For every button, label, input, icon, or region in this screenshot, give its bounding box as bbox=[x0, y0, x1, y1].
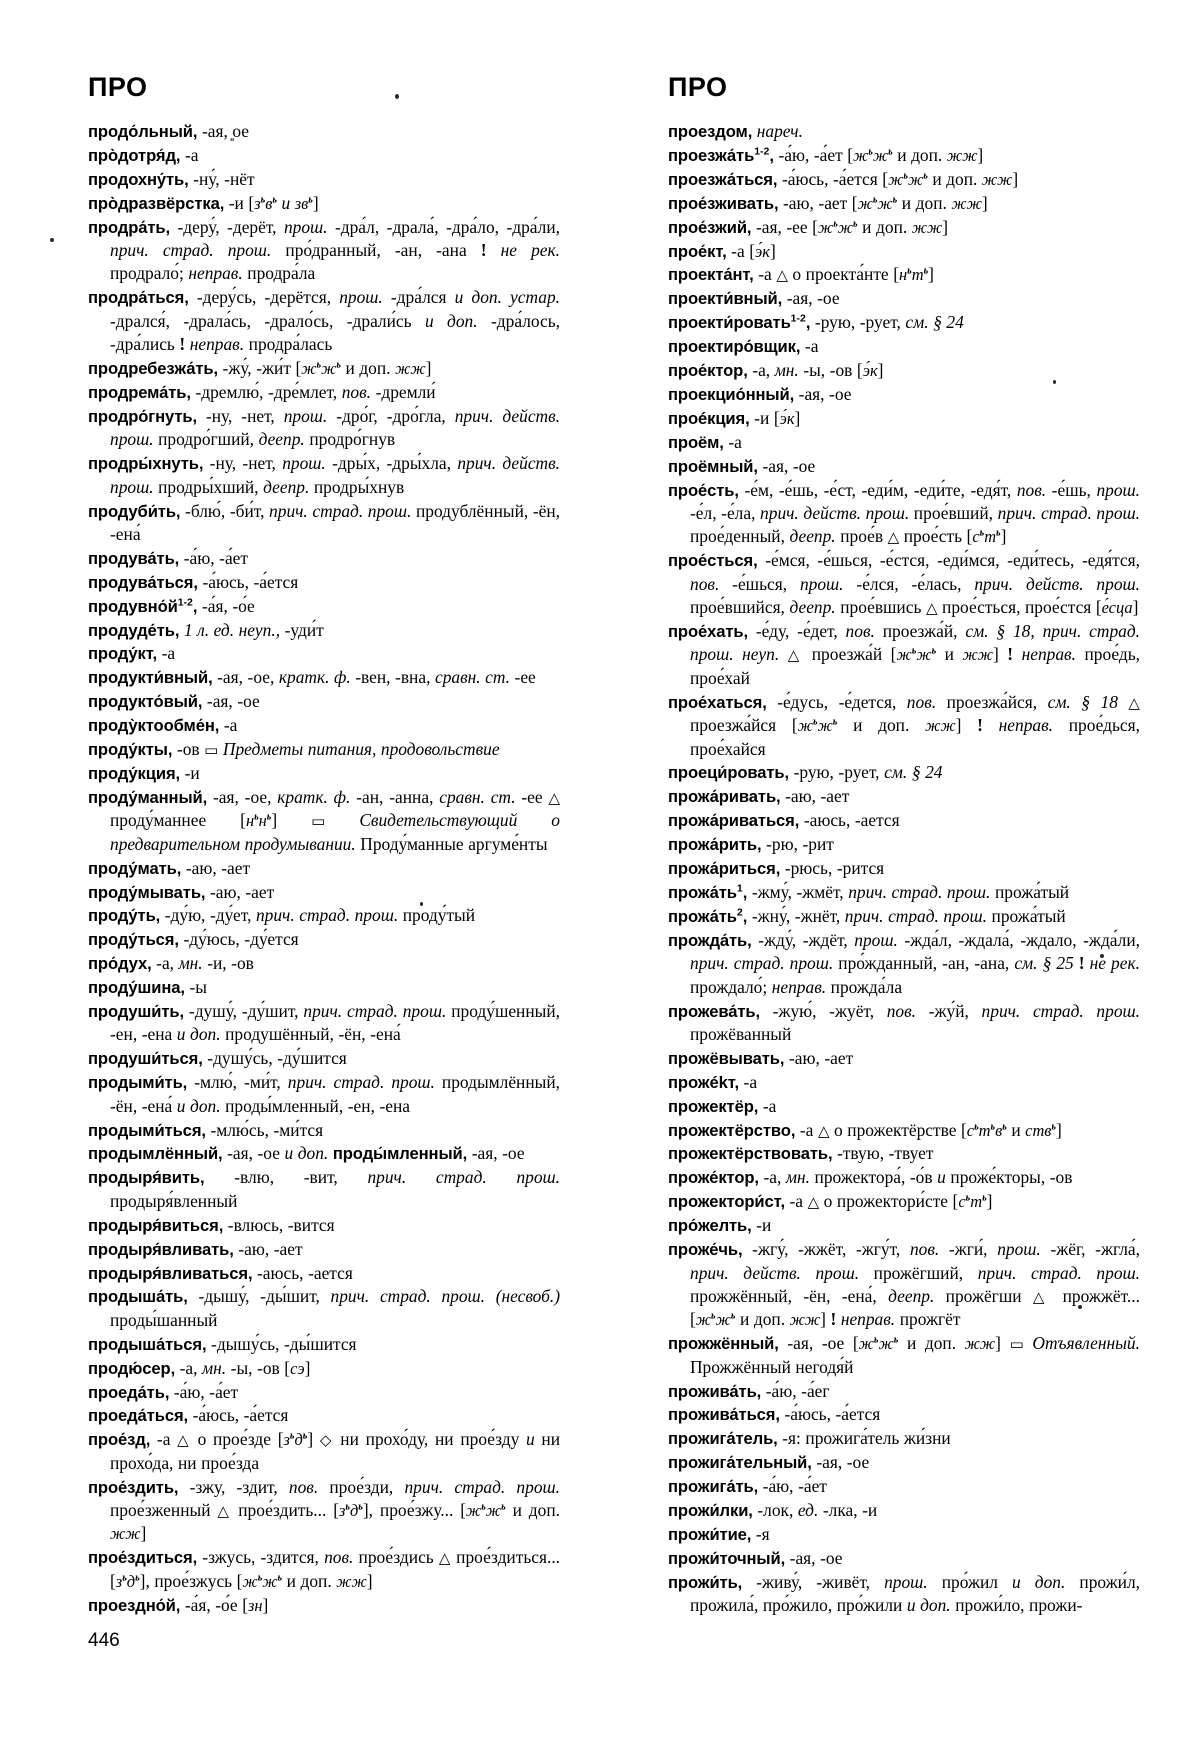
dictionary-entry: прожда́ть, -жду́, -ждёт, прош. -жда́л, -ждала́, -ждало, -жда́ли, прич. страд. прош. про́жданный, -ан, -ана, см. § 25 ! не рек. прождало́; неправ. прожда́ла bbox=[668, 929, 1140, 997]
dictionary-entry: продыря́виться, -влюсь, -вится bbox=[88, 1214, 335, 1235]
dictionary-entry: $продувно́й^{1-2}$, -а́я, -о́е bbox=[88, 595, 255, 616]
dictionary-entry: проезжа́ться, -а́юсь, -а́ется [$ж^ьж^ь$ и доп. жж] bbox=[668, 168, 1019, 189]
dictionary-entry: продува́ть, -а́ю, -а́ет bbox=[88, 547, 248, 568]
dictionary-entry: продуши́ться, -душу́сь, -ду́шится bbox=[88, 1048, 347, 1069]
dictionary-entry: продукто́вый, -ая, -ое bbox=[88, 691, 260, 712]
dictionary-entry: продуде́ть, 1 л. ед. неуп., -уди́т bbox=[88, 619, 324, 640]
print-speck bbox=[50, 238, 54, 242]
dictionary-entry: прое́хать, -е́ду, -е́дет, пов. проезжа́й, см. § 18, прич. страд. прош. неуп. △ проезжа́й [$ж^ьж^ь$ и жж] ! неправ. прое́дь, прое́хай bbox=[668, 621, 1140, 688]
dictionary-entry: прожива́ться, -а́юсь, -а́ется bbox=[668, 1404, 881, 1425]
dictionary-entry: продуши́ть, -душу́, -ду́шит, прич. страд. прош. проду́шенный, -ен, -ена и доп. продушённый, -ён, -ена́ bbox=[88, 1001, 561, 1045]
dictionary-entry: прожива́ть, -а́ю, -а́ег bbox=[668, 1380, 830, 1401]
dictionary-entry: прое́зжий, -ая, -ее [$ж^ьж^ь$ и доп. жж] bbox=[668, 216, 949, 237]
dictionary-entry: $прожа́ть^2$, -жну́, -жнёт, прич. страд. прош. прожа́тый bbox=[668, 905, 1066, 926]
dictionary-entry: прое́зд, -а △ о прое́зде $[з^ьд^ь]$ ◇ ни прохо́ду, ни прое́зду и ни прохо́да, ни прое́зда bbox=[88, 1429, 561, 1473]
dictionary-entry: продукти́вный, -ая, -ое, кратк. ф. -вен, -вна, сравн. ст. -ее bbox=[88, 667, 536, 688]
dictionary-entry: проду́мывать, -аю, -ает bbox=[88, 881, 275, 902]
dictionary-entry: продю́сер, -а, мн. -ы, -ов [сэ] bbox=[88, 1357, 311, 1378]
dictionary-entry: проездом, нареч. bbox=[668, 121, 803, 141]
dictionary-entry: проже́ктор, -а, мн. прожектора́, -о́в и проже́кторы, -ов bbox=[668, 1167, 1073, 1188]
dictionary-entry: проду́кция, -и bbox=[88, 762, 200, 783]
dictionary-entry: продыря́вить, -влю, -вит, прич. страд. прош. продыря́вленный bbox=[88, 1167, 561, 1211]
dictionary-entry: про̀дразвёрстка, -и [$з^ьв^ь$ и $зв^ь$] bbox=[88, 192, 319, 213]
dictionary-entry: прожига́ть, -а́ю, -а́ет bbox=[668, 1476, 827, 1497]
dictionary-entry: проду́манный, -ая, -ое, кратк. ф. -ан, -анна, сравн. ст. -ее △ проду́маннее $[н^ьн^ь]$ ▭ Свидетельствующий о предварительном продумывании. Проду́манные аргуме́нты bbox=[88, 786, 561, 854]
dictionary-entry: про̀дотря́д, -а bbox=[88, 144, 199, 165]
dictionary-entry: прожига́тель, -я: прожига́тель жи́зни bbox=[668, 1428, 951, 1449]
dictionary-entry: прожектёрство, -а △ о прожектёрстве [$с^ьт^ьв^ь$ и ств$^ь$] bbox=[668, 1119, 1062, 1140]
dictionary-entry: прожи́точный, -ая, -ое bbox=[668, 1547, 843, 1568]
dictionary-entry: продра́ться, -деру́сь, -дерётся, прош. -дра́лся и доп. устар. -дрался́, -драла́сь, -драло́сь, -драли́сь и доп. -дра́лось, -дра́лись ! неправ. продра́лась bbox=[88, 287, 560, 355]
dictionary-entry: прожа́риться, -рюсь, -рится bbox=[668, 858, 885, 879]
dictionary-entry: продымлённый, -ая, -ое и доп. проды́мленный, -ая, -ое bbox=[88, 1143, 525, 1164]
page-number: 446 bbox=[88, 1630, 120, 1651]
dictionary-entry: продрема́ть, -дремлю́, -дре́млет, пов. -дремли́ bbox=[88, 381, 436, 402]
dictionary-entry: проекцио́нный, -ая, -ое bbox=[668, 383, 852, 404]
dictionary-entry: прожékт, -а bbox=[668, 1071, 758, 1092]
dictionary-entry: прое́хаться, -е́дусь, -е́дется, пов. проезжа́йся, см. § 18 △ проезжа́йся [$ж^ьж^ь$ и доп. жж] ! неправ. прое́дься, прое́хайся bbox=[668, 691, 1140, 759]
dictionary-entry: прожектёрствовать, -твую, -твует bbox=[668, 1143, 934, 1164]
dictionary-entry: прое́здиться, -зжусь, -здится, пов. прое́здись △ прое́здиться... $[з^ьд^ь]$, прое́зжусь [$ж^ьж^ь$ и доп. жж] bbox=[88, 1547, 561, 1591]
dictionary-entry: прожектёр, -а bbox=[668, 1095, 777, 1116]
dictionary-entry: продыря́вливаться, -аюсь, -ается bbox=[88, 1262, 353, 1283]
dictionary-entry: проду́кт, -а bbox=[88, 643, 176, 664]
column-right bbox=[668, 120, 1140, 1618]
dictionary-entry: прожи́ть, -живу́, -живёт, прош. про́жил и доп. прожи́л, прожила́, про́жило, про́жили и доп. прожи́ло, прожи- bbox=[668, 1571, 1140, 1616]
dictionary-entry: продыша́ться, -дышу́сь, -ды́шится bbox=[88, 1333, 357, 1354]
dictionary-entry: прожева́ть, -жую́, -жуёт, пов. -жу́й, прич. страд. прош. прожёванный bbox=[668, 1000, 1140, 1044]
dictionary-entry: прожа́рить, -рю, -рит bbox=[668, 834, 834, 855]
dictionary-entry: проеци́ровать, -рую, -рует, см. § 24 bbox=[668, 762, 943, 783]
running-head-left: ПРО bbox=[88, 72, 148, 102]
dictionary-entry: проекти́вный, -ая, -ое bbox=[668, 288, 840, 309]
dictionary-entry: продуби́ть, -блю́, -би́т, прич. страд. прош. продублённый, -ён, -ена́ bbox=[88, 500, 560, 544]
dictionary-entry: продро́гнуть, -ну, -нет, прош. -дро́г, -дро́гла, прич. действ. прош. продро́гший, деепр. продро́гнув bbox=[88, 405, 560, 450]
dictionary-entry: продыми́ться, -млю́сь, -ми́тся bbox=[88, 1119, 324, 1140]
dictionary-entry: прожига́тельный, -ая, -ое bbox=[668, 1452, 870, 1473]
dictionary-entry: проду̀ктообме́н, -а bbox=[88, 715, 238, 736]
dictionary-entry: проекта́нт, -а △ о проекта́нте $[н^ьт^ь]$ bbox=[668, 264, 934, 285]
dictionary-entry: про́дух, -а, мн. -и, -ов bbox=[88, 953, 254, 974]
dictionary-entry: прое́сться, -е́мся, -е́шься, -е́стся, -еди́мся, -еди́тесь, -едя́тся, пов. -е́шься, прош. -е́лся, -е́лась, прич. действ. прош. прое́вшийся, деепр. прое́вшись △ прое́сться, прое́стся [е́сца] bbox=[668, 550, 1140, 618]
dictionary-entry: $проезжа́ть^{1-2}$, -а́ю, -а́ет [$ж^ьж^ь$ и доп. жж] bbox=[668, 144, 984, 165]
dictionary-entry: проéкция, -и [э́к] bbox=[668, 407, 801, 428]
dictionary-entry: проём, -а bbox=[668, 431, 742, 452]
dictionary-entry: проду́ться, -ду́юсь, -ду́ется bbox=[88, 929, 299, 950]
dictionary-entry: продры́хнуть, -ну, -нет, прош. -дры́х, -дры́хла, прич. действ. прош. продры́хший, деепр. продры́хнув bbox=[88, 453, 560, 497]
dictionary-entry: проду́мать, -аю, -ает bbox=[88, 857, 251, 878]
dictionary-entry: продохну́ть, -ну́, -нёт bbox=[88, 168, 255, 189]
dictionary-entry: прожёвывать, -аю, -ает bbox=[668, 1047, 854, 1068]
dictionary-entry: прожа́риваться, -аюсь, -ается bbox=[668, 810, 900, 831]
print-speck bbox=[395, 94, 399, 99]
dictionary-entry: прожектори́ст, -а △ о прожектори́сте $[с^ьт^ь]$ bbox=[668, 1191, 993, 1212]
dictionary-entry: проду́ть, -ду́ю, -ду́ет, прич. страд. прош. проду́тый bbox=[88, 905, 476, 926]
dictionary-entry: проекти́ровать$^{1-2}$, -рую, -рует, см. § 24 bbox=[668, 312, 964, 333]
dictionary-entry: продыми́ть, -млю́, -ми́т, прич. страд. прош. продымлённый, -ён, -ена́ и доп. проды́мленный, -ен, -ена bbox=[88, 1072, 560, 1116]
running-head-right: ПРО bbox=[668, 72, 728, 102]
dictionary-entry: проектиро́вщик, -а bbox=[668, 336, 819, 357]
dictionary-entry: проду́шина, -ы bbox=[88, 977, 207, 998]
dictionary-entry: прожи́лки, -лок, ед. -лка, -и bbox=[668, 1500, 878, 1521]
dictionary-entry: продо́льный, -ая, ͈ое bbox=[88, 121, 249, 141]
dictionary-entry: прое́ктор, -а, мн. -ы, -ов [э́к] bbox=[668, 360, 884, 381]
dictionary-entry: прое́кт, -а [э́к] bbox=[668, 240, 776, 261]
dictionary-entry: проеда́ться, -а́юсь, -а́ется bbox=[88, 1405, 289, 1426]
dictionary-entry: проже́чь, -жгу́, -жжёт, -жгу́т, пов. -жги́, прош. -жёг, -жгла́, прич. действ. прош. прожёгший, прич. страд. прош. прожжённый, -ён, -ена́, деепр. прожёгши △ прожжёт... [$ж^ьж^ь$ и доп. жж] ! неправ. прожгёт bbox=[668, 1239, 1140, 1330]
dictionary-entry: прое́здить, -зжу, -здит, пов. прое́зди, прич. страд. прош. прое́зженный △ прое́здить... $[з^ьд^ь]$, прое́зжу... [$ж^ьж^ь$ и доп. жж] bbox=[88, 1476, 560, 1544]
dictionary-entry: продра́ть, -деру́, -дерёт, прош. -дра́л, -драла́, -дра́ло, -дра́ли, прич. страд. прош. про́дранный, -ан, -ана ! не рек. продрало́; неправ. продра́ла bbox=[88, 216, 560, 284]
dictionary-entry: проду́кты, -ов ▭ Предметы питания, продовольствие bbox=[88, 739, 500, 760]
dictionary-entry: прое́зживать, -аю, -ает [$ж^ьж^ь$ и доп. жж] bbox=[668, 192, 988, 213]
dictionary-entry: прожи́тие, -я bbox=[668, 1523, 770, 1544]
dictionary-entry: продыша́ть, -дышу́, -ды́шит, прич. страд. прош. (несвоб.) проды́шанный bbox=[88, 1286, 560, 1330]
dictionary-entry: прожа́ривать, -аю, -ает bbox=[668, 786, 850, 807]
dictionary-entry: про́желть, -и bbox=[668, 1215, 772, 1236]
dictionary-entry: $прожа́ть^1$, -жму́, -жмёт, прич. страд. прош. прожа́тый bbox=[668, 882, 1070, 902]
dictionary-entry: проеда́ть, -а́ю, -а́ет bbox=[88, 1381, 239, 1402]
dictionary-entry: проездно́й, -а́я, -о́е [зн] bbox=[88, 1594, 269, 1615]
dictionary-entry: продребезжа́ть, -жу́, -жи́т [$ж^ьж^ь$ и доп. жж] bbox=[88, 358, 432, 379]
dictionary-entry: проёмный, -ая, -ое bbox=[668, 455, 816, 476]
dictionary-entry: продува́ться, -а́юсь, -а́ется bbox=[88, 571, 299, 592]
dictionary-entry: прожжённый, -ая, -ое [$ж^ьж^ь$ и доп. жж] ▭ Отъявленный. Прожжённый негодя́й bbox=[668, 1333, 1140, 1377]
dictionary-entry: продыря́вливать, -аю, -ает bbox=[88, 1238, 303, 1259]
column-left bbox=[88, 120, 560, 1618]
dictionary-entry: прое́сть, -е́м, -е́шь, -е́ст, -еди́м, -еди́те, -едя́т, пов. -е́шь, прош. -е́л, -е́ла, прич. действ. прош. прое́вший, прич. страд. прош. прое́денный, деепр. прое́в △ прое́сть $[с^ьт^ь]$ bbox=[668, 479, 1140, 547]
